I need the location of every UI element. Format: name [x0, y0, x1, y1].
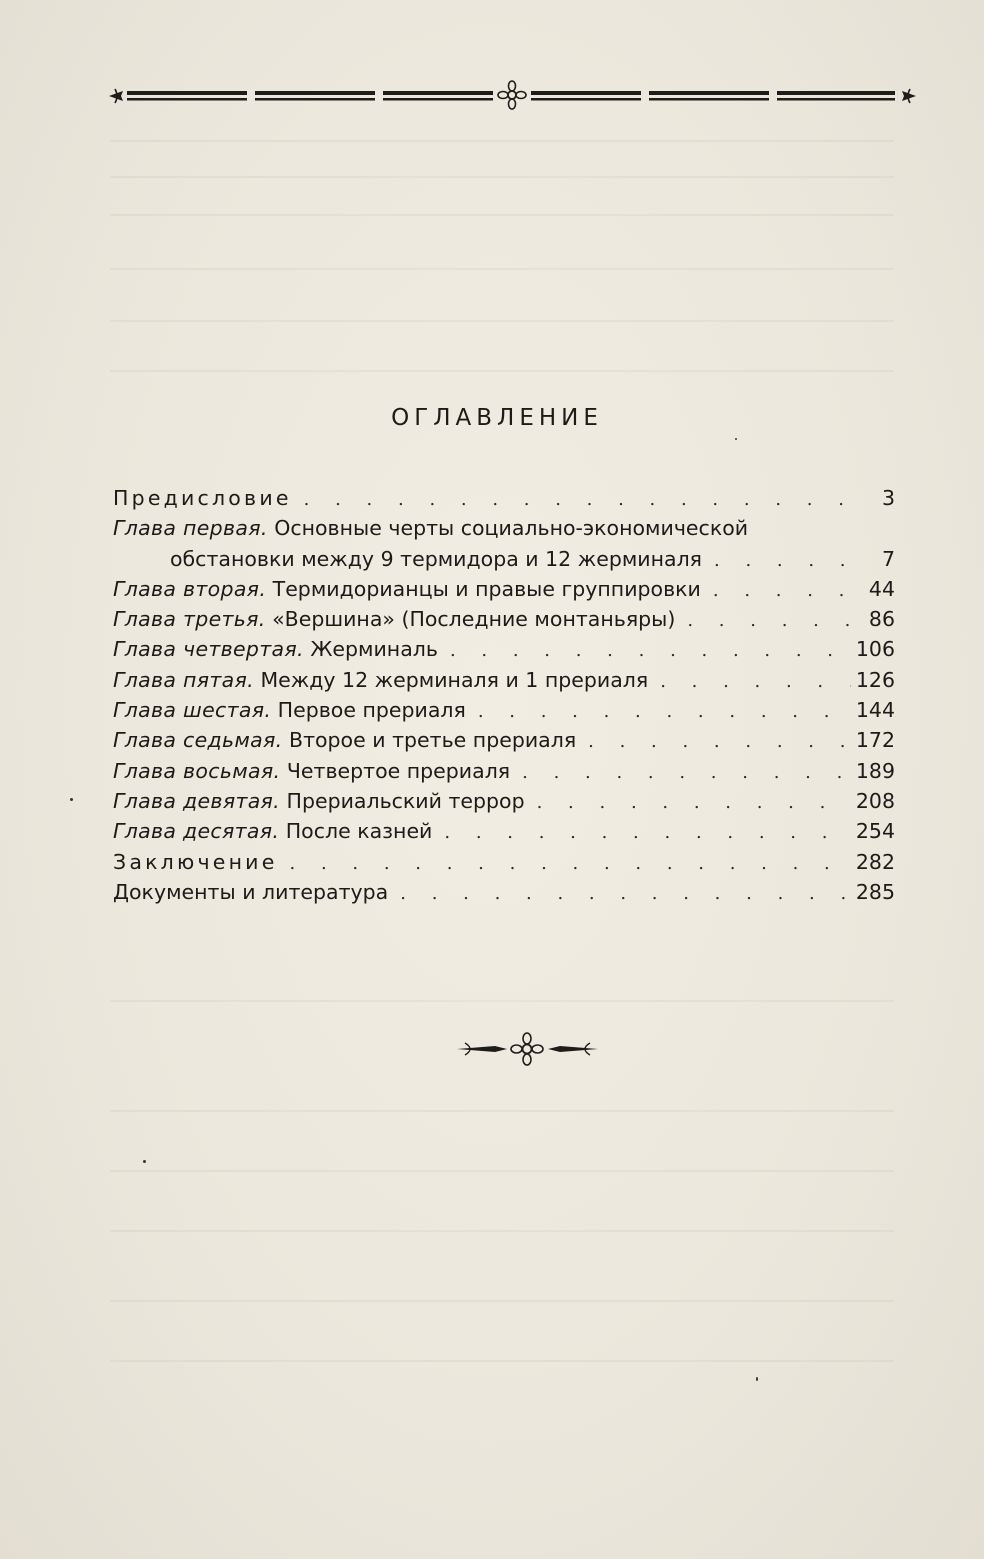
bleed-through-line — [110, 1360, 894, 1362]
toc-entry-title: Второе и третье прериаля — [289, 728, 577, 753]
toc-entry-title: Предисловие — [113, 486, 292, 510]
bottom-ornament — [455, 1030, 600, 1068]
toc-entry-title: Жерминаль — [310, 637, 438, 662]
dot-leader — [510, 758, 851, 788]
dot-leader — [576, 727, 851, 757]
bleed-through-line — [110, 1000, 894, 1002]
toc-entry-chapter-9 — [113, 786, 895, 816]
toc-page-number: 285 — [855, 879, 895, 904]
toc-list — [113, 483, 895, 907]
toc-page-number: 282 — [855, 849, 895, 874]
toc-entry-title: Заключение — [113, 849, 278, 874]
chapter-label: Глава седьмая. — [113, 728, 283, 753]
toc-entry-chapter-4 — [113, 634, 895, 664]
toc-entry-title: Прериальский террор — [286, 788, 525, 813]
chapter-label: Глава четвертая. — [113, 637, 304, 662]
toc-page-number: 172 — [855, 728, 895, 753]
dot-leader — [466, 697, 851, 727]
paper-speck — [756, 1377, 758, 1381]
paper-speck — [70, 798, 73, 801]
toc-entry-title: Первое прериаля — [277, 698, 466, 723]
toc-entry-title: Четвертое прериаля — [286, 758, 511, 783]
bleed-through-line — [110, 1300, 894, 1302]
dot-leader — [292, 485, 851, 515]
toc-page-number: 3 — [881, 486, 895, 510]
dot-leader — [701, 576, 851, 606]
toc-entry-chapter-8 — [113, 756, 895, 786]
toc-entry-chapter-6 — [113, 695, 895, 725]
chapter-label: Глава вторая. — [113, 576, 267, 601]
toc-page-number: 126 — [855, 667, 895, 692]
toc-page-number: 86 — [868, 607, 895, 632]
toc-page-number: 208 — [855, 788, 895, 813]
bleed-through-line — [110, 1170, 894, 1172]
dot-leader — [278, 849, 851, 879]
top-ornament-rule — [105, 78, 920, 114]
bleed-through-line — [110, 370, 894, 372]
dot-leader — [438, 636, 851, 666]
paper-speck — [143, 1160, 146, 1163]
toc-entry-documents — [113, 877, 895, 907]
bleed-through-line — [110, 214, 894, 216]
bleed-through-line — [110, 176, 894, 178]
chapter-label: Глава третья. — [113, 607, 266, 632]
toc-entry-title-continuation: обстановки между 9 термидора и 12 жерминаля — [170, 546, 703, 571]
toc-entry-chapter-2 — [113, 574, 895, 604]
toc-page-number: 254 — [855, 819, 895, 844]
bleed-through-line — [110, 140, 894, 142]
toc-entry-conclusion — [113, 847, 895, 877]
toc-page-number: 189 — [855, 758, 895, 783]
toc-entry-chapter-5 — [113, 665, 895, 695]
paper-speck — [735, 438, 737, 440]
toc-entry-chapter-3 — [113, 604, 895, 634]
toc-entry-chapter-10 — [113, 816, 895, 846]
chapter-label: Глава восьмая. — [113, 758, 281, 783]
dot-leader — [432, 818, 851, 848]
toc-entry-preface — [113, 483, 895, 513]
toc-page-number: 144 — [855, 698, 895, 723]
toc-heading: ОГЛАВЛЕНИЕ — [391, 405, 603, 431]
toc-page-number: 7 — [881, 546, 895, 571]
toc-entry-chapter-7 — [113, 725, 895, 755]
bleed-through-line — [110, 1110, 894, 1112]
toc-entry-title: Между 12 жерминаля и 1 прериаля — [260, 667, 649, 692]
bleed-through-line — [110, 320, 894, 322]
toc-entry-title: «Вершина» (Последние монтаньяры) — [272, 607, 676, 632]
toc-entry-title: Термидорианцы и правые группировки — [272, 576, 701, 601]
bleed-through-line — [110, 268, 894, 270]
chapter-label: Глава десятая. — [113, 819, 280, 844]
bleed-through-line — [110, 1230, 894, 1232]
toc-entry-title: Основные черты социально-экономической — [274, 516, 749, 541]
toc-entry-chapter-1 — [113, 513, 895, 543]
dot-leader — [702, 546, 851, 576]
toc-entry-title: После казней — [285, 819, 433, 844]
chapter-label: Глава пятая. — [113, 667, 254, 692]
dot-leader — [525, 788, 851, 818]
toc-entry-title: Документы и литература — [113, 879, 389, 904]
toc-page-number: 106 — [855, 637, 895, 662]
chapter-label: Глава первая. — [113, 516, 268, 541]
dot-leader — [648, 667, 851, 697]
chapter-label: Глава девятая. — [113, 788, 280, 813]
dot-leader — [675, 606, 851, 636]
dot-leader — [388, 879, 851, 909]
chapter-label: Глава шестая. — [113, 698, 272, 723]
toc-entry-chapter-1-continued — [113, 544, 895, 574]
toc-page-number: 44 — [868, 576, 895, 601]
